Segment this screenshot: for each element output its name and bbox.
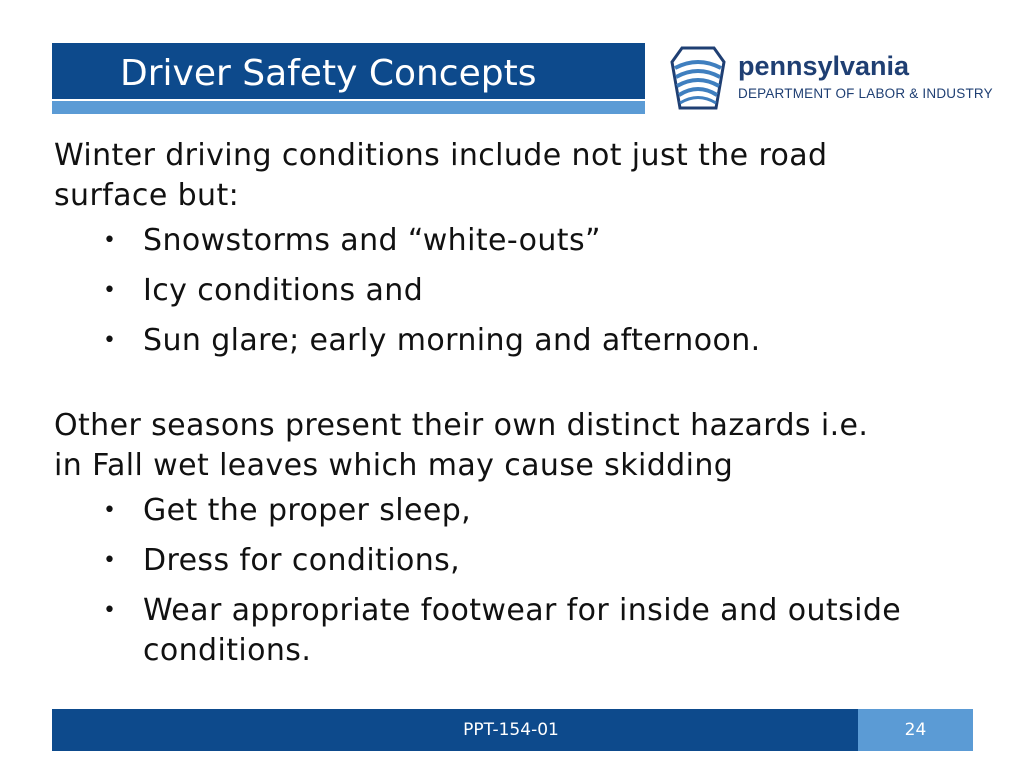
bullet-icon: • (103, 548, 117, 573)
other-seasons-paragraph (54, 406, 1004, 486)
bullet-icon: • (103, 228, 117, 253)
intro-paragraph (54, 136, 1004, 216)
logo-wordmark: pennsylvania (738, 51, 910, 81)
list-item: • Dress for conditions, (54, 541, 1004, 581)
intro-line-2: surface but: (54, 178, 240, 213)
bullet-icon: • (103, 498, 117, 523)
logo-department: DEPARTMENT OF LABOR & INDUSTRY (738, 86, 993, 101)
page-number: 24 (858, 709, 973, 751)
bullet-icon: • (103, 328, 117, 353)
list-item: • Wear appropriate footwear for inside and outside conditions. (103, 593, 902, 668)
bullet-icon: • (103, 278, 117, 303)
list-item: • Icy conditions and (54, 271, 1004, 311)
keystone-logo-icon (666, 44, 730, 112)
title-accent-stripe (52, 101, 645, 114)
other-line-2: in Fall wet leaves which may cause skidding (54, 448, 734, 483)
precaution-list (54, 491, 1004, 671)
other-line-1: Other seasons present their own distinct hazards i.e. (54, 408, 869, 443)
winter-hazard-list (54, 221, 1004, 361)
footer-code: PPT-154-01 (463, 720, 559, 740)
list-item: • Snowstorms and “white-outs” (54, 221, 1004, 261)
pa-dli-logo (662, 44, 993, 114)
bullet-icon: • (103, 598, 117, 623)
slide-title: Driver Safety Concepts (120, 53, 537, 94)
footer-bar (52, 709, 858, 751)
slide-body (54, 136, 1004, 681)
list-item: • Get the proper sleep, (54, 491, 1004, 531)
list-item: • Sun glare; early morning and afternoon. (54, 321, 1004, 361)
intro-line-1: Winter driving conditions include not just the road (54, 138, 828, 173)
paragraph-spacer (54, 371, 1004, 406)
